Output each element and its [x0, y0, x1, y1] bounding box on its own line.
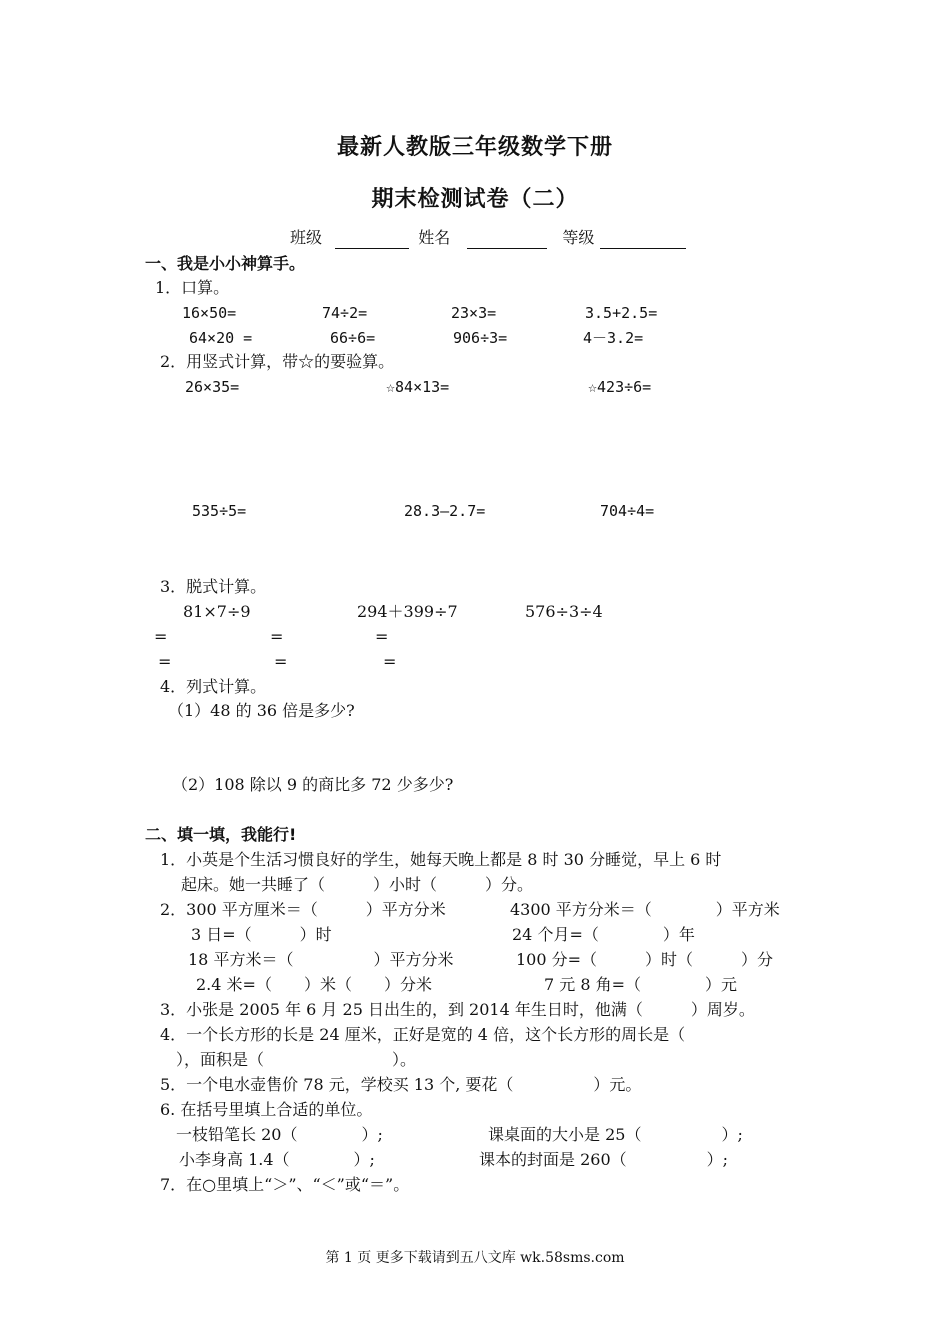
equals-sign: =	[154, 627, 168, 646]
class-blank	[335, 230, 409, 249]
fill-q2-item: 2.4 米=（ ）米（ ）分米	[196, 975, 432, 994]
vertical-calc-item: ☆423÷6=	[588, 378, 652, 396]
fill-q2-item: 3 日=（ ）时	[191, 925, 332, 944]
equals-sign: =	[274, 652, 288, 671]
vertical-calc-item: 28.3—2.7=	[404, 502, 486, 520]
oral-calc-item: 3.5+2.5=	[585, 304, 658, 322]
q4-part2: （2）108 除以 9 的商比多 72 少多少?	[172, 775, 454, 794]
oral-calc-item: 906÷3=	[453, 329, 508, 347]
fill-q2-item: 2．300 平方厘米＝（ ）平方分米	[160, 900, 446, 919]
equals-sign: =	[158, 652, 172, 671]
stepwise-expr: 576÷3÷4	[525, 602, 603, 621]
fill-q2-item: 24 个月=（ ）年	[512, 925, 695, 944]
stepwise-expr: 81×7÷9	[183, 602, 251, 621]
vertical-calc-item: 704÷4=	[600, 502, 655, 520]
equals-sign: =	[383, 652, 397, 671]
oral-calc-item: 66÷6=	[330, 329, 376, 347]
fill-q5: 5．一个电水壶售价 78 元，学校买 13 个, 要花（ ）元。	[160, 1075, 642, 1094]
page-footer: 第 1 页 更多下载请到五八文库 wk.58sms.com	[325, 1250, 625, 1266]
fill-q7: 7．在○里填上“＞”、“＜”或“＝”。	[160, 1175, 410, 1194]
student-info-line	[290, 227, 686, 249]
fill-q4-line1: 4．一个长方形的长是 24 厘米，正好是宽的 4 倍，这个长方形的周长是（	[160, 1025, 686, 1044]
fill-q1-line2: 起床。她一共睡了（ ）小时（ ）分。	[181, 875, 534, 894]
q1-label: 1．口算。	[155, 278, 230, 297]
oral-calc-item: 64×20 =	[189, 329, 253, 347]
stepwise-expr: 294＋399÷7	[357, 602, 458, 621]
oral-calc-item: 4－3.2=	[583, 329, 644, 347]
grade-blank	[600, 230, 686, 249]
oral-calc-item: 23×3=	[451, 304, 497, 322]
vertical-calc-item: 26×35=	[185, 378, 240, 396]
fill-q2-item: 7 元 8 角=（ ）元	[544, 975, 738, 994]
fill-q1-line1: 1．小英是个生活习惯良好的学生，她每天晚上都是 8 时 30 分睡觉，早上 6 时	[160, 850, 722, 869]
name-blank	[467, 230, 547, 249]
equals-sign: =	[375, 627, 389, 646]
fill-q4-line2: ），面积是（ ）。	[176, 1050, 417, 1069]
fill-q6-item: 一枝铅笔长 20（ ）;	[176, 1125, 383, 1144]
equals-sign: =	[270, 627, 284, 646]
fill-q6-item: 小李身高 1.4（ ）;	[179, 1150, 375, 1169]
fill-q2-item: 18 平方米＝（ ）平方分米	[188, 950, 454, 969]
fill-q2-item: 100 分=（ ）时（ ）分	[516, 950, 774, 969]
fill-q6-item: 课桌面的大小是 25（ ）;	[488, 1125, 743, 1144]
name-label: 姓名	[418, 228, 451, 247]
fill-q6: 6. 在括号里填上合适的单位。	[160, 1100, 373, 1119]
q3-label: 3．脱式计算。	[160, 577, 267, 596]
q2-label: 2．用竖式计算，带☆的要验算。	[160, 352, 395, 371]
page-subtitle: 期末检测试卷（二）	[371, 186, 579, 212]
section2-heading: 二、填一填，我能行!	[145, 825, 297, 844]
fill-q2-item: 4300 平方分米＝（ ）平方米	[510, 900, 780, 919]
oral-calc-item: 16×50=	[182, 304, 237, 322]
vertical-calc-item: 535÷5=	[192, 502, 247, 520]
oral-calc-item: 74÷2=	[322, 304, 368, 322]
grade-label: 等级	[562, 228, 595, 247]
page-title: 最新人教版三年级数学下册	[336, 134, 613, 160]
class-label: 班级	[290, 228, 323, 247]
q4-part1: （1）48 的 36 倍是多少?	[168, 701, 355, 720]
fill-q3: 3．小张是 2005 年 6 月 25 日出生的，到 2014 年生日时，他满（ ）周岁。	[160, 1000, 755, 1019]
q4-label: 4．列式计算。	[160, 677, 267, 696]
fill-q6-item: 课本的封面是 260（ ）;	[479, 1150, 729, 1169]
vertical-calc-item: ☆84×13=	[386, 378, 450, 396]
section1-heading: 一、我是小小神算手。	[145, 254, 306, 273]
